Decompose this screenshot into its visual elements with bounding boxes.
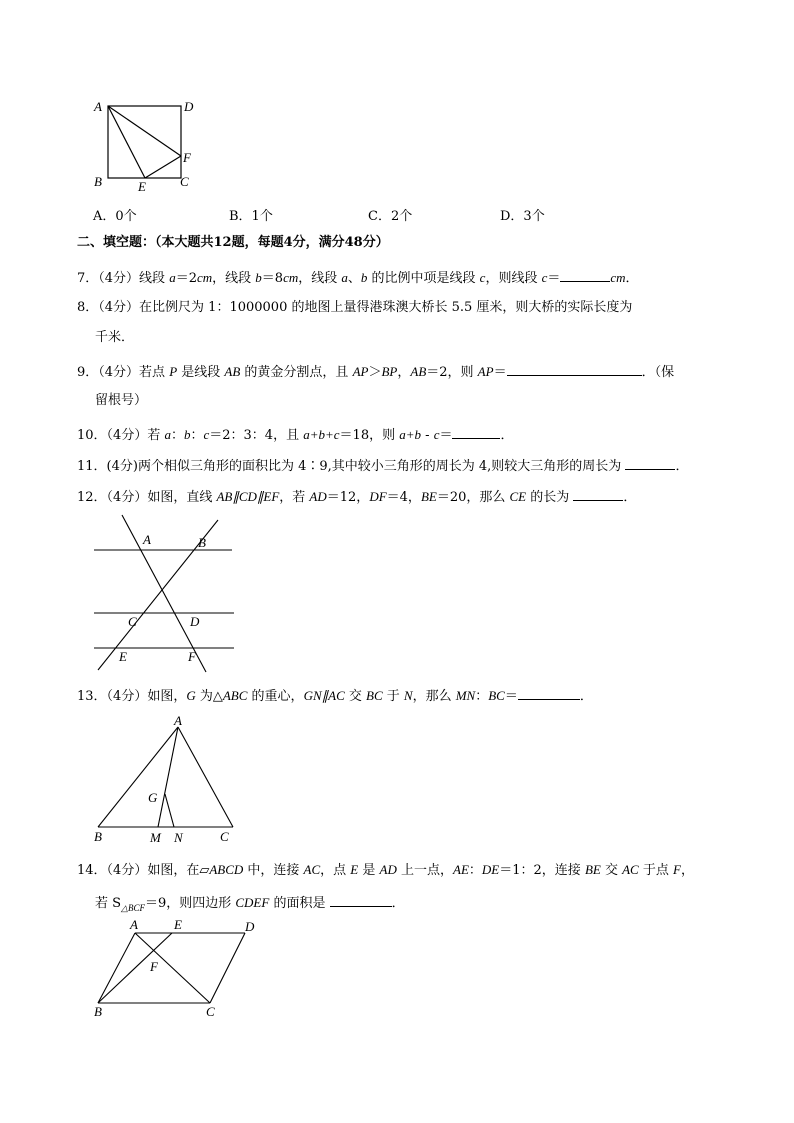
figure-parallelogram xyxy=(88,915,263,1025)
label-C: C xyxy=(128,614,137,629)
question-14: 14．（4分）如图，在▱ABCD 中，连接 AC，点 E 是 AD 上一点，AE：DE＝1：2，连接 BE 交 AC 于点 F， xyxy=(77,862,694,878)
figure-parallel-lines xyxy=(88,510,240,675)
label-M: M xyxy=(150,830,161,845)
section-heading: 二、填空题：（本大题共12题，每题4分，满分48分） xyxy=(77,235,389,250)
question-14-cont: 若 $S_{\triangle BCF}=9$，则四边形 CDEF 的面积是 ． xyxy=(95,895,405,913)
label-F: F xyxy=(150,959,158,974)
label-E: E xyxy=(174,917,182,932)
question-13: 13．（4分）如图，G 为△ABC 的重心，GN∥AC 交 BC 于 N，那么 MN：BC＝ ． xyxy=(77,688,593,704)
label-C: C xyxy=(180,174,189,189)
answer-blank-9[interactable] xyxy=(507,362,642,376)
answer-blank-14[interactable] xyxy=(330,893,392,907)
label-E: E xyxy=(119,649,127,664)
label-B: B xyxy=(94,174,102,189)
label-D: D xyxy=(184,99,194,114)
label-D: D xyxy=(190,614,200,629)
question-8-cont: 千米． xyxy=(95,330,135,345)
label-B: B xyxy=(94,1004,102,1019)
label-C: C xyxy=(220,829,229,844)
answer-blank-7[interactable] xyxy=(560,268,610,282)
label-A: A xyxy=(174,713,182,728)
label-A: A xyxy=(130,917,138,932)
option-b[interactable]: B．1个 xyxy=(229,209,273,224)
question-10: 10．（4分）若 a：b：c＝2：3：4，且 a+b+c＝18，则 a+b - c＝ ． xyxy=(77,427,514,443)
label-N: N xyxy=(174,830,183,845)
answer-blank-13[interactable] xyxy=(518,686,580,700)
answer-blank-11[interactable] xyxy=(625,456,675,470)
label-F: F xyxy=(188,649,196,664)
question-12: 12．（4分）如图，直线 AB∥CD∥EF，若 AD＝12，DF＝4，BE＝20，那么 CE 的长为 ． xyxy=(77,489,637,505)
question-8: 8．（4分）在比例尺为 1：1000000 的地图上量得港珠澳大桥长 5.5 厘米，则大桥的实际长度为 xyxy=(77,300,633,315)
figure-square-aef xyxy=(90,98,200,198)
label-C: C xyxy=(206,1004,215,1019)
label-E: E xyxy=(138,179,146,194)
answer-blank-10[interactable] xyxy=(452,425,500,439)
question-9-cont: 留根号） xyxy=(95,393,148,408)
question-9: 9．（4分）若点 P 是线段 AB 的黄金分割点，且 AP＞BP，AB＝2，则 AP＝ ．（保 xyxy=(77,364,675,380)
label-D: D xyxy=(245,919,255,934)
option-c[interactable]: C．2个 xyxy=(368,209,413,224)
option-d[interactable]: D．3个 xyxy=(500,209,545,224)
figure-triangle-centroid xyxy=(88,712,248,847)
answer-blank-12[interactable] xyxy=(573,487,623,501)
label-G: G xyxy=(148,790,158,805)
label-B: B xyxy=(94,829,102,844)
label-A: A xyxy=(94,99,102,114)
label-F: F xyxy=(183,150,191,165)
label-A: A xyxy=(143,532,151,547)
option-a[interactable]: A．0个 xyxy=(93,209,137,224)
question-7: 7．（4分）线段 a＝2cm，线段 b＝8cm，线段 a、b 的比例中项是线段 c，则线段 c＝ cm． xyxy=(77,270,639,286)
question-11: 11．(4分)两个相似三角形的面积比为 4∶9,其中较小三角形的周长为 4,则较大三角形的周长为 ． xyxy=(77,456,688,476)
label-B: B xyxy=(198,535,206,550)
